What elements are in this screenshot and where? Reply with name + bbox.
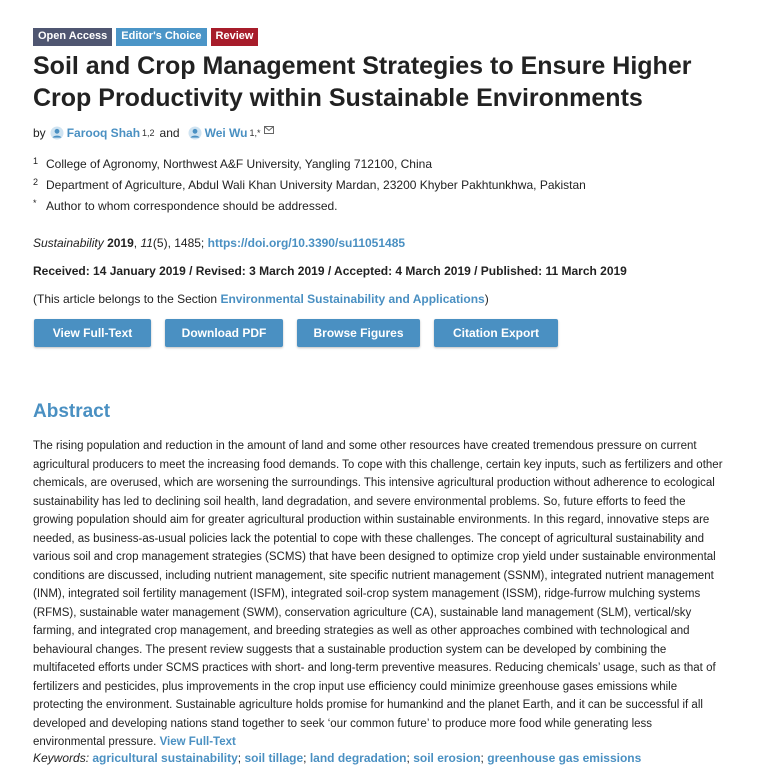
citation-issue-pages: (5), 1485; <box>152 236 205 250</box>
article-action-buttons <box>34 319 558 347</box>
download-pdf-button[interactable]: Download PDF <box>165 319 283 347</box>
abstract-text: The rising population and reduction in the amount of land and some other resources have created tremendous pressure on current agricultural producers to meet the increasing food demands. To cope with this challenge, certain key inputs, such as fertilizers and other chemicals, are overused, which are worsening the surroundings. This intensive agricultural production without adherence to ecological sustainability has led to declining soil health, land degradation, and severe environmental problems. So, future efforts to feed the growing population should aim for greater agricultural production within sustainable environments. In this regard, innovative steps are needed, as business-as-usual policies lack the potential to cope with these challenges. The concept of agricultural sustainability and various soil and crop management strategies (SCMS) that have been designed to optimize crop yield under sustainable environmental conditions are discussed, including nutrient management, site specific nutrient management (SSNM), integrated nutrient management (INM), integrated soil fertility management (ISFM), integrated soil-crop system management (ISSM), ridge-furrow mulching systems (RFMS), sustainable water management (SWM), conservation agriculture (CA), sustainable land management (SLM), vertical/sky farming, and integrated crop management, and breeding strategies as well as other approaches combined with technological and behavioural changes. The present review suggests that a sustainable production system can be developed by combining the multifaceted efforts under SCMS practices with short- and long-term preventive measures. Reducing chemicals’ usage, such as that of fertilizers and pesticides, plus improvements in the crop input use efficiency could minimize greenhouse gases emissions while protecting the environment. Sustainable agriculture holds promise for humankind and the planet Earth, and it can be successful if all developed and developing nations stand together to seek ‘our common future’ to produce more food while generating less environmental pressure. <box>33 440 723 748</box>
publication-dates: Received: 14 January 2019 / Revised: 3 March 2019 / Accepted: 4 March 2019 / Published: 11 March 2019 <box>33 264 627 278</box>
citation-line: Sustainability 2019, 11(5), 1485; https://doi.org/10.3390/su11051485 <box>33 236 406 250</box>
doi-link[interactable]: https://doi.org/10.3390/su11051485 <box>207 236 406 250</box>
abstract-body <box>33 437 723 752</box>
and-label: and <box>159 126 180 140</box>
affiliation-row <box>33 157 586 178</box>
author-profile-icon[interactable] <box>188 126 202 140</box>
article-badges <box>33 28 258 46</box>
keyword-separator: ; <box>237 751 242 765</box>
section-note-suffix: ) <box>484 292 489 306</box>
affiliation-text: College of Agronomy, Northwest A&F University, Yangling 712100, China <box>46 157 432 171</box>
review-badge[interactable]: Review <box>211 28 259 46</box>
affiliation-row <box>33 178 586 199</box>
keyword-separator: ; <box>406 751 410 765</box>
keyword-link[interactable]: soil tillage <box>244 751 304 765</box>
author-line <box>33 126 274 140</box>
keyword-separator: ; <box>303 751 307 765</box>
citation-year: 2019 <box>107 236 134 250</box>
author-affiliation-sup: 1,* <box>249 128 261 138</box>
journal-name: Sustainability <box>33 236 104 250</box>
section-note <box>33 292 489 306</box>
keyword-link[interactable]: agricultural sustainability <box>92 751 238 765</box>
author-affiliation-sup: 1,2 <box>142 128 155 138</box>
keyword-link[interactable]: land degradation <box>309 751 407 765</box>
keyword-link[interactable]: greenhouse gas emissions <box>487 751 642 765</box>
keyword-separator: ; <box>480 751 484 765</box>
open-access-badge[interactable]: Open Access <box>33 28 112 46</box>
affiliation-row <box>33 199 586 220</box>
editors-choice-badge[interactable]: Editor's Choice <box>116 28 206 46</box>
affiliation-number: * <box>33 198 37 208</box>
affiliations <box>33 157 586 220</box>
view-full-text-button[interactable]: View Full-Text <box>34 319 151 347</box>
by-label: by <box>33 126 46 140</box>
citation-volume: 11 <box>140 236 153 250</box>
author-link-farooq-shah[interactable]: Farooq Shah <box>66 126 141 140</box>
section-link[interactable]: Environmental Sustainability and Applications <box>220 292 485 306</box>
affiliation-number: 1 <box>33 156 39 166</box>
keywords-line <box>33 751 641 765</box>
affiliation-number: 2 <box>33 177 39 187</box>
affiliation-text: Author to whom correspondence should be addressed. <box>46 199 338 213</box>
citation-export-button[interactable]: Citation Export <box>434 319 558 347</box>
article-title: Soil and Crop Management Strategies to Ensure Higher Crop Productivity within Sustainable Environments <box>33 52 692 112</box>
abstract-heading: Abstract <box>33 401 111 422</box>
mail-icon[interactable] <box>264 126 274 134</box>
keywords-label: Keywords: <box>33 751 90 765</box>
author-profile-icon[interactable] <box>50 126 64 140</box>
section-note-prefix: (This article belongs to the Section <box>33 292 221 306</box>
browse-figures-button[interactable]: Browse Figures <box>297 319 420 347</box>
author-link-wei-wu[interactable]: Wei Wu <box>204 126 248 140</box>
affiliation-text: Department of Agriculture, Abdul Wali Khan University Mardan, 23200 Khyber Pakhtunkhwa, Pakistan <box>46 178 586 192</box>
abstract-view-full-text-link[interactable]: View Full-Text <box>159 736 236 748</box>
keyword-link[interactable]: soil erosion <box>413 751 481 765</box>
